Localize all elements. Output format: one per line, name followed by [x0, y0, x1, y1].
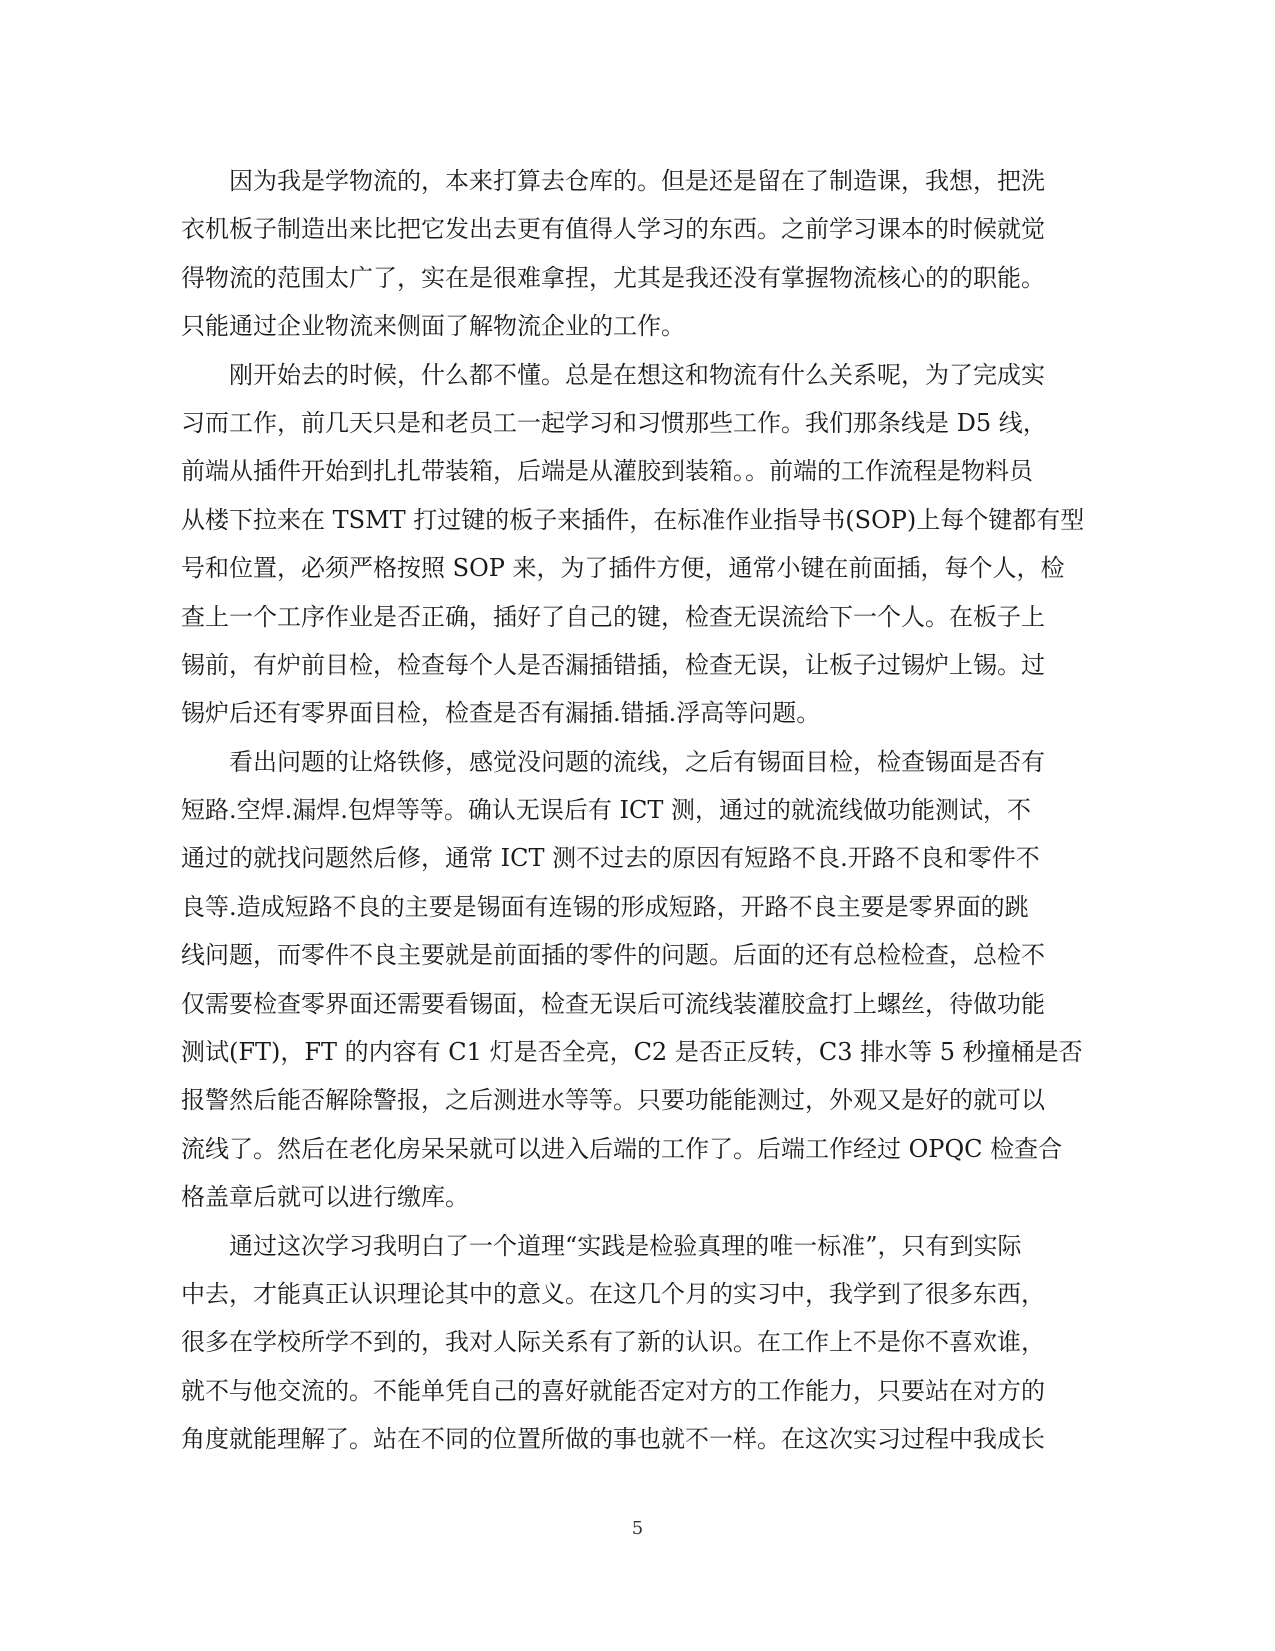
- text-line: 号和位置，必须严格按照 SOP 来，为了插件方便，通常小键在前面插，每个人，检: [181, 554, 1065, 583]
- text-line: 良等.造成短路不良的主要是锡面有连锡的形成短路，开路不良主要是零界面的跳: [181, 892, 1029, 921]
- text-line: 中去，才能真正认识理论其中的意义。在这几个月的实习中，我学到了很多东西，: [181, 1279, 1045, 1308]
- text-line: 就不与他交流的。不能单凭自己的喜好就能否定对方的工作能力，只要站在对方的: [181, 1376, 1045, 1405]
- text-line: 刚开始去的时候，什么都不懂。总是在想这和物流有什么关系呢，为了完成实: [229, 360, 1045, 389]
- text-line: 锡前，有炉前目检，检查每个人是否漏插错插，检查无误，让板子过锡炉上锡。过: [181, 650, 1045, 679]
- paragraph-4: [181, 1222, 1093, 1464]
- text-line: 习而工作，前几天只是和老员工一起学习和习惯那些工作。我们那条线是 D5 线，: [181, 408, 1047, 437]
- paragraph-1: [181, 157, 1093, 351]
- text-line: 从楼下拉来在 TSMT 打过键的板子来插件，在标准作业指导书(SOP)上每个键都有型: [181, 505, 1085, 534]
- text-line: 仅需要检查零界面还需要看锡面，检查无误后可流线装灌胶盒打上螺丝，待做功能: [181, 989, 1045, 1018]
- text-line: 前端从插件开始到扎扎带装箱，后端是从灌胶到装箱。。前端的工作流程是物料员: [181, 457, 1033, 486]
- text-line: 得物流的范围太广了，实在是很难拿捏，尤其是我还没有掌握物流核心的的职能。: [181, 263, 1045, 292]
- text-line: 通过这次学习我明白了一个道理“实践是检验真理的唯一标准”，只有到实际: [229, 1231, 1022, 1260]
- text-line: 短路.空焊.漏焊.包焊等等。确认无误后有 ICT 测，通过的就流线做功能测试，不: [181, 796, 1031, 825]
- text-line: 锡炉后还有零界面目检，检查是否有漏插.错插.浮高等问题。: [181, 699, 821, 728]
- text-line: 只能通过企业物流来侧面了解物流企业的工作。: [181, 312, 685, 341]
- paragraph-3: [181, 738, 1093, 1222]
- body-text: [181, 157, 1093, 1464]
- paragraph-2: [181, 351, 1093, 738]
- text-line: 测试(FT)，FT 的内容有 C1 灯是否全亮，C2 是否正反转，C3 排水等 5 秒撞桶是否: [181, 1038, 1083, 1067]
- text-line: 线问题，而零件不良主要就是前面插的零件的问题。后面的还有总检检查，总检不: [181, 941, 1045, 970]
- text-line: 流线了。然后在老化房呆呆就可以进入后端的工作了。后端工作经过 OPQC 检查合: [181, 1134, 1063, 1163]
- text-line: 看出问题的让烙铁修，感觉没问题的流线，之后有锡面目检，检查锡面是否有: [229, 747, 1045, 776]
- page-number: 5: [631, 1518, 644, 1539]
- text-line: 衣机板子制造出来比把它发出去更有值得人学习的东西。之前学习课本的时候就觉: [181, 215, 1045, 244]
- text-line: 查上一个工序作业是否正确，插好了自己的键，检查无误流给下一个人。在板子上: [181, 602, 1045, 631]
- text-line: 报警然后能否解除警报，之后测进水等等。只要功能能测过，外观又是好的就可以: [181, 1086, 1045, 1115]
- text-line: 很多在学校所学不到的，我对人际关系有了新的认识。在工作上不是你不喜欢谁，: [181, 1328, 1045, 1357]
- text-line: 因为我是学物流的，本来打算去仓库的。但是还是留在了制造课，我想，把洗: [229, 167, 1045, 195]
- text-line: 角度就能理解了。站在不同的位置所做的事也就不一样。在这次实习过程中我成长: [181, 1425, 1045, 1454]
- text-line: 通过的就找问题然后修，通常 ICT 测不过去的原因有短路不良.开路不良和零件不: [181, 844, 1040, 873]
- text-line: 格盖章后就可以进行缴库。: [181, 1183, 469, 1212]
